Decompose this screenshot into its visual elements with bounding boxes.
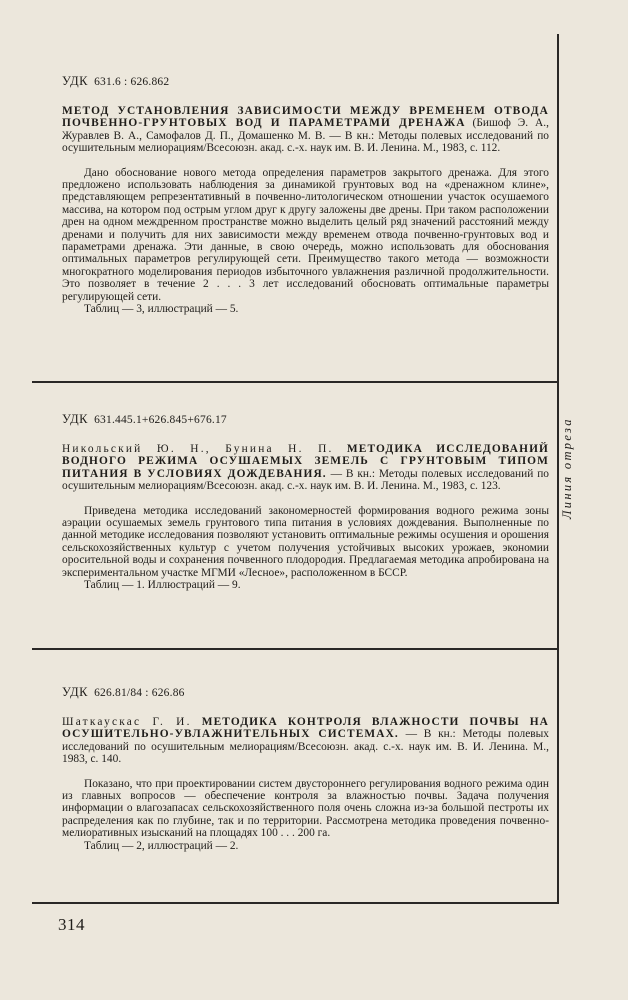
entry-stats: Таблиц — 1. Иллюстраций — 9. bbox=[84, 579, 241, 592]
catalog-entry-1 bbox=[62, 34, 559, 382]
cut-line-label: Линия отреза bbox=[560, 417, 574, 519]
udc-code: УДК 631.445.1+626.845+676.17 bbox=[62, 412, 227, 426]
udc-code: УДК 631.6 : 626.862 bbox=[62, 74, 170, 88]
entry-abstract: Показано, что при проектировании систем двустороннего регулирования водного режима один из главных вопросов — обеспечение контроля за влажностью почвы. Задача получения информации о влагозапасах сельскохозяйственного поля очень сложна из-за большой пестроты их распределения как по глубине, так и по территории. Рассмотрена методика проведения почвенно-мелиоративных изысканий на площадях 100 . . . 200 га. bbox=[62, 777, 549, 840]
entry-stats: Таблиц — 3, иллюстраций — 5. bbox=[84, 303, 239, 316]
catalog-entry-3 bbox=[62, 649, 559, 903]
divider-3 bbox=[32, 902, 559, 904]
entry-title: МЕТОД УСТАНОВЛЕНИЯ ЗАВИСИМОСТИ МЕЖДУ ВРЕМЕНЕМ ОТВОДА ПОЧВЕННО-ГРУНТОВЫХ ВОД И ПАРАМЕТРАМИ ДРЕНАЖА (Бишоф Э. А., Журавлев В. А., Самофалов Д. П., Домашенко М. В. — В кн.: Методы полевых исследований по осушительным мелиорациям/Всесоюзн. акад. с.-х. наук им. В. И. Ленина. М., 1983, с. 112. bbox=[62, 105, 549, 155]
entry-stats: Таблиц — 2, иллюстраций — 2. bbox=[84, 839, 239, 852]
entry-abstract: Дано обоснование нового метода определения параметров закрытого дренажа. Для этого предложено использовать наблюдения за динамикой грунтовых вод на «дренажном клине», представляющем репрезентативный в почвенно-литологическом отношении участок осушаемого массива, на котором под острым углом друг к другу заложены две дрены. При таком расположении дрен на одном междренном пространстве можно выделить целый ряд значений расстояний между дренами и получить для них зависимости между временем отвода почвенно-грунтовых вод и параметрами дренажа. Эти данные, в свою очередь, можно использовать для обоснования оптимальных параметров регулирующей сети. Преимущество такого метода — возможности многократного моделирования периодов избыточного увлажнения различной продолжительности. Это позволяет в течение 2 . . . 3 лет исследований обосновать оптимальные параметры регулирующей сети. bbox=[62, 166, 549, 303]
catalog-entry-2 bbox=[62, 382, 559, 648]
udc-code: УДК 626.81/84 : 626.86 bbox=[62, 685, 185, 699]
entry-abstract: Приведена методика исследований закономерностей формирования водного режима зоны аэрации осушаемых земель грунтового типа питания в условиях дождевания. Выполненные по данной методике исследования позволяют установить оптимальные режимы осушения и орошения сельскохозяйственных культур с учетом получения устойчивых высоких урожаев, экономии оросительной воды и сохранения почвенного плодородия. Предлагаемая методика апробирована на экспериментальном участке МГМИ «Лесное», расположенном в БССР. bbox=[62, 504, 549, 579]
entry-title: Никольский Ю. Н., Бунина Н. П. МЕТОДИКА ИССЛЕДОВАНИЙ ВОДНОГО РЕЖИМА ОСУШАЕМЫХ ЗЕМЕЛЬ С ГРУНТОВЫМ ТИПОМ ПИТАНИЯ В УСЛОВИЯХ ДОЖДЕВАНИЯ. — В кн.: Методы полевых исследований по осушительным мелиорациям/Всесоюзн. акад. с.-х. наук им. В. И. Ленина. М., 1983, с. 123. bbox=[62, 443, 549, 493]
entry-title: Шаткаускас Г. И. МЕТОДИКА КОНТРОЛЯ ВЛАЖНОСТИ ПОЧВЫ НА ОСУШИТЕЛЬНО-УВЛАЖНИТЕЛЬНЫХ СИСТЕМАХ. — В кн.: Методы полевых исследований по осушительным мелиорациям/Всесоюзн. акад. с.-х. наук им. В. И. Ленина. М., 1983, с. 140. bbox=[62, 716, 550, 766]
page-number: 314 bbox=[58, 915, 85, 934]
